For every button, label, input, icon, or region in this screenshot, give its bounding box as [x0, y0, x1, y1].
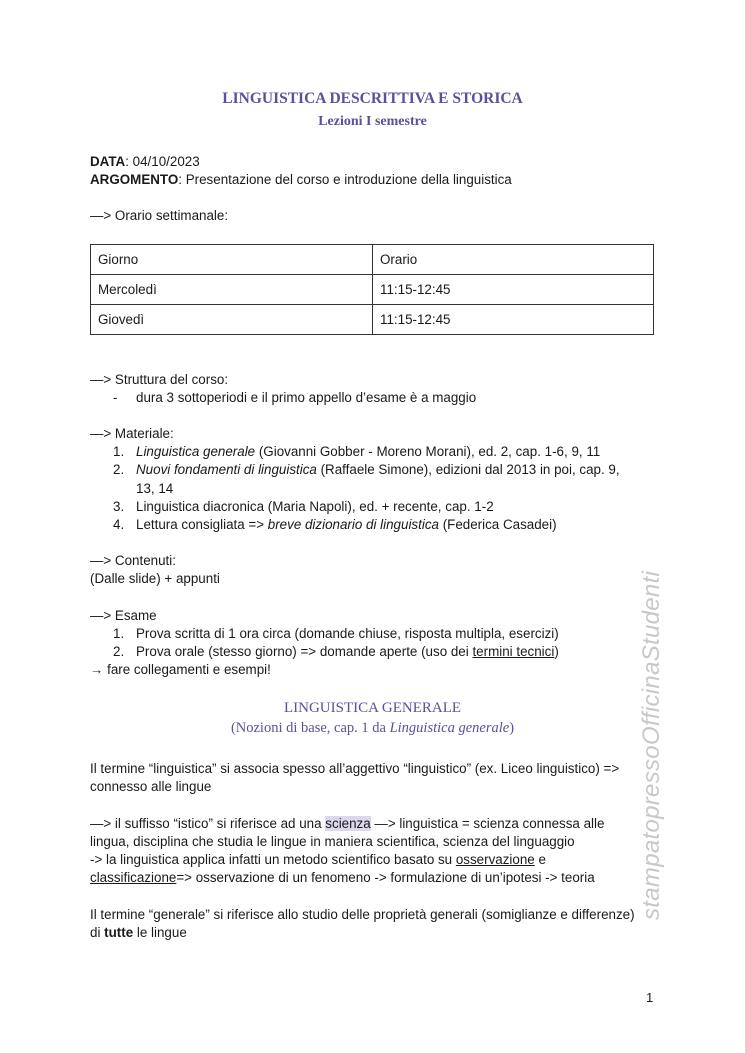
table-header-cell: Orario	[373, 245, 654, 275]
contents-heading: —> Contenuti:	[90, 553, 176, 568]
list-number: 1.	[113, 626, 125, 641]
schedule-table	[90, 244, 654, 335]
text-span: -> la linguistica applica infatti un metodo scientifico basato su	[90, 852, 456, 867]
list-number: 1.	[113, 444, 125, 459]
paragraph-line: lingua, disciplina che studia le lingue in maniera scientifica, scienza del linguaggio	[90, 834, 575, 849]
item-prefix: Lettura consigliata =>	[136, 517, 268, 532]
date-label: DATA	[90, 154, 126, 169]
list-item	[136, 461, 620, 479]
document-title: LINGUISTICA DESCRITTIVA E STORICA	[222, 90, 523, 107]
paragraph-line	[90, 869, 595, 887]
underlined-term: termini tecnici	[472, 644, 555, 659]
topic-label: ARGOMENTO	[90, 172, 179, 187]
table-cell: 11:15-12:45	[373, 275, 654, 305]
contents-text: (Dalle slide) + appunti	[90, 571, 220, 586]
date-line	[90, 153, 200, 171]
structure-heading: —> Struttura del corso:	[90, 372, 229, 387]
text-span: —> il suffisso “istico” si riferisce ad una	[90, 816, 326, 831]
section-subtitle-text: )	[509, 720, 515, 736]
table-cell: Mercoledì	[91, 275, 373, 305]
list-item: Linguistica diacronica (Maria Napoli), ed. + recente, cap. 1-2	[136, 499, 494, 514]
table-cell: 11:15-12:45	[373, 305, 654, 335]
bold-term: tutte	[104, 925, 134, 940]
document-subtitle: Lezioni I semestre	[318, 114, 427, 129]
text-span: —> linguistica = scienza connessa alle	[370, 816, 605, 831]
book-details: (Raffaele Simone), edizioni dal 2013 in poi, cap. 9,	[316, 462, 620, 477]
date-value: : 04/10/2023	[125, 154, 200, 169]
watermark: stampatopressoOfficinaStudenti	[638, 570, 665, 920]
list-item: Prova scritta di 1 ora circa (domande chiuse, risposta multipla, esercizi)	[136, 626, 559, 641]
table-cell: Giovedì	[91, 305, 373, 335]
underlined-term: osservazione	[455, 852, 535, 867]
list-number: 2.	[113, 644, 125, 659]
table-header-cell: Giorno	[91, 245, 373, 275]
list-number: 2.	[113, 462, 125, 477]
item-text: Prova orale (stesso giorno) => domande aperte (uso dei	[136, 644, 473, 659]
paragraph-line: connesso alle lingue	[90, 779, 212, 794]
section-subtitle-book: Linguistica generale	[389, 720, 510, 736]
text-span: e	[534, 852, 546, 867]
section-subtitle-text: (Nozioni di base, cap. 1 da	[230, 720, 390, 736]
bullet-dash: -	[113, 390, 118, 405]
list-item	[136, 643, 559, 661]
exam-heading: —> Esame	[90, 608, 157, 623]
list-item	[136, 443, 600, 461]
list-number: 3.	[113, 499, 125, 514]
paragraph-line: Il termine “generale” si riferisce allo studio delle proprietà generali (somiglianze e differenze)	[90, 907, 635, 922]
section-subtitle	[0, 720, 745, 737]
item-text: )	[554, 644, 559, 659]
paragraph-line	[90, 815, 604, 833]
table-header-row	[91, 245, 654, 275]
book-title: Linguistica generale	[136, 444, 256, 459]
book-title: Nuovi fondamenti di linguistica	[136, 462, 317, 477]
exam-note: → fare collegamenti e esempi!	[90, 662, 271, 677]
text-span: di	[90, 925, 105, 940]
material-heading: —> Materiale:	[90, 426, 174, 441]
topic-value: : Presentazione del corso e introduzione della linguistica	[178, 172, 512, 187]
book-details: (Federica Casadei)	[438, 517, 557, 532]
underlined-term: classificazione	[90, 870, 177, 885]
page-number: 1	[646, 990, 654, 1005]
text-span: le lingue	[133, 925, 187, 940]
table-row	[91, 275, 654, 305]
paragraph-line	[90, 851, 546, 869]
paragraph-line	[90, 924, 187, 942]
list-item-continuation: 13, 14	[136, 481, 174, 496]
list-number: 4.	[113, 517, 125, 532]
structure-item: dura 3 sottoperiodi e il primo appello d’esame è a maggio	[136, 390, 477, 405]
section-title: LINGUISTICA GENERALE	[283, 700, 462, 716]
highlighted-term: scienza	[325, 816, 371, 831]
text-span: => osservazione di un fenomeno -> formulazione di un’ipotesi -> teoria	[176, 870, 595, 885]
book-details: (Giovanni Gobber - Moreno Morani), ed. 2, cap. 1-6, 9, 11	[255, 444, 601, 459]
topic-line	[90, 171, 512, 189]
list-item	[136, 516, 557, 534]
book-title: breve dizionario di linguistica	[267, 517, 439, 532]
schedule-heading: —> Orario settimanale:	[90, 208, 229, 223]
paragraph-line: Il termine “linguistica” si associa spesso all’aggettivo “linguistico” (ex. Liceo linguistico) =>	[90, 761, 620, 776]
table-row	[91, 305, 654, 335]
